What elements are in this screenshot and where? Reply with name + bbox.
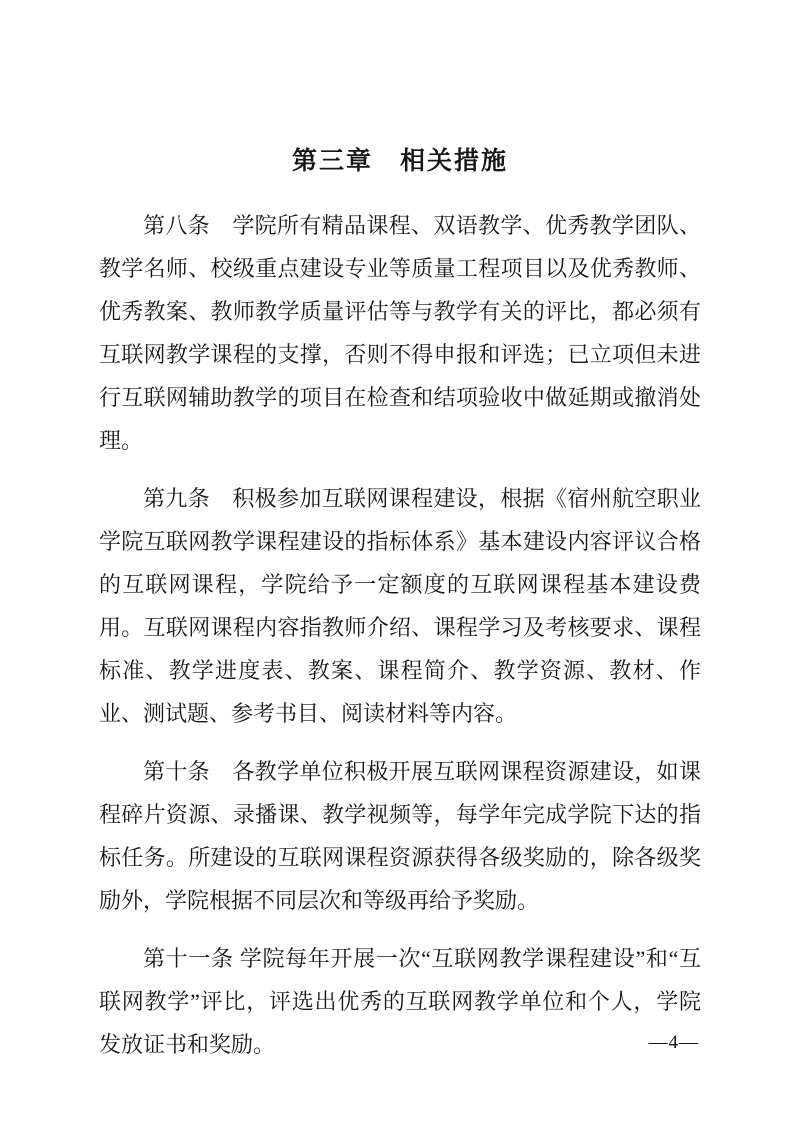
- chapter-heading: 第三章 相关措施: [291, 148, 508, 175]
- page-number: —4—: [648, 1032, 699, 1053]
- paragraph-article-8: 第八条 学院所有精品课程、双语教学、优秀教学团队、教学名师、校级重点建设专业等质量工程项目以及优秀教师、优秀教案、教师教学质量评估等与教学有关的评比，都必须有互联网教学课程的支撑，否则不得申报和评选；已立项但未进行互联网辅助教学的项目在检查和结项验收中做延期或撤消处理。: [99, 213, 701, 453]
- paragraph-article-11: 第十一条 学院每年开展一次“互联网教学课程建设”和“互联网教学”评比，评选出优秀的互联网教学单位和个人，学院发放证书和奖励。: [99, 946, 701, 1057]
- paragraph-article-10: 第十条 各教学单位积极开展互联网课程资源建设，如课程碎片资源、录播课、教学视频等，每学年完成学院下达的指标任务。所建设的互联网课程资源获得各级奖励的，除各级奖励外，学院根据不同层次和等级再给予奖励。: [99, 759, 701, 913]
- document-content: [99, 0, 701, 1081]
- paragraph-article-9: 第九条 积极参加互联网课程建设，根据《宿州航空职业学院互联网教学课程建设的指标体系》基本建设内容评议合格的互联网课程，学院给予一定额度的互联网课程基本建设费用。互联网课程内容指教师介绍、课程学习及考核要求、课程标准、教学进度表、教案、课程简介、教学资源、教材、作业、测试题、参考书目、阅读材料等内容。: [99, 486, 701, 726]
